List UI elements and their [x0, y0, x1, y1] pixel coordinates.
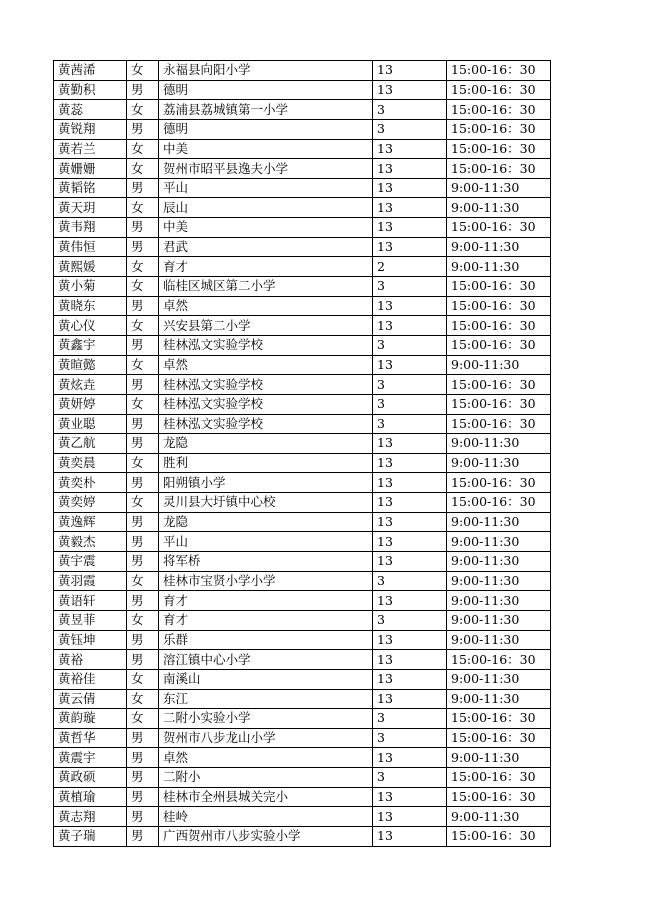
grade-cell: 13 [373, 787, 447, 807]
student-name-cell: 黄熙媛 [54, 257, 127, 277]
time-slot-cell: 15:00-16：30 [447, 61, 551, 81]
time-slot-cell: 9:00-11:30 [447, 434, 551, 454]
grade-cell: 13 [373, 296, 447, 316]
school-cell: 临桂区城区第二小学 [159, 277, 373, 297]
table-row [54, 159, 551, 179]
student-name-cell: 黄奕婷 [54, 493, 127, 513]
gender-cell: 女 [127, 139, 159, 159]
table-row [54, 394, 551, 414]
time-slot-cell: 15:00-16：30 [447, 709, 551, 729]
grade-cell: 13 [373, 650, 447, 670]
school-cell: 德明 [159, 80, 373, 100]
table-row [54, 375, 551, 395]
school-cell: 龙隐 [159, 512, 373, 532]
grade-cell: 13 [373, 434, 447, 454]
grade-cell: 13 [373, 61, 447, 81]
gender-cell: 女 [127, 100, 159, 120]
school-cell: 龙隐 [159, 434, 373, 454]
table-row [54, 237, 551, 257]
time-slot-cell: 15:00-16：30 [447, 493, 551, 513]
grade-cell: 13 [373, 198, 447, 218]
school-cell: 溶江镇中心小学 [159, 650, 373, 670]
table-row [54, 198, 551, 218]
school-cell: 桂林泓文实验学校 [159, 394, 373, 414]
student-name-cell: 黄茜浠 [54, 61, 127, 81]
time-slot-cell: 15:00-16：30 [447, 414, 551, 434]
grade-cell: 13 [373, 355, 447, 375]
time-slot-cell: 15:00-16：30 [447, 139, 551, 159]
table-row [54, 355, 551, 375]
table-row [54, 630, 551, 650]
grade-cell: 13 [373, 316, 447, 336]
grade-cell: 13 [373, 159, 447, 179]
time-slot-cell: 15:00-16：30 [447, 787, 551, 807]
student-name-cell: 黄妍婷 [54, 394, 127, 414]
student-name-cell: 黄云倩 [54, 689, 127, 709]
gender-cell: 男 [127, 335, 159, 355]
grade-cell: 13 [373, 80, 447, 100]
grade-cell: 3 [373, 119, 447, 139]
student-name-cell: 黄心仪 [54, 316, 127, 336]
time-slot-cell: 9:00-11:30 [447, 237, 551, 257]
school-cell: 桂林泓文实验学校 [159, 335, 373, 355]
table-row [54, 552, 551, 572]
grade-cell: 13 [373, 669, 447, 689]
school-cell: 德明 [159, 119, 373, 139]
time-slot-cell: 9:00-11:30 [447, 630, 551, 650]
time-slot-cell: 15:00-16：30 [447, 394, 551, 414]
grade-cell: 13 [373, 237, 447, 257]
gender-cell: 男 [127, 826, 159, 846]
student-name-cell: 黄锐翔 [54, 119, 127, 139]
grade-cell: 3 [373, 277, 447, 297]
grade-cell: 13 [373, 807, 447, 827]
time-slot-cell: 15:00-16：30 [447, 316, 551, 336]
student-name-cell: 黄晓东 [54, 296, 127, 316]
table-row [54, 178, 551, 198]
school-cell: 卓然 [159, 355, 373, 375]
time-slot-cell: 9:00-11:30 [447, 552, 551, 572]
school-cell: 辰山 [159, 198, 373, 218]
grade-cell: 3 [373, 610, 447, 630]
school-cell: 平山 [159, 178, 373, 198]
time-slot-cell: 15:00-16：30 [447, 768, 551, 788]
time-slot-cell: 15:00-16：30 [447, 650, 551, 670]
table-row [54, 316, 551, 336]
table-row [54, 650, 551, 670]
school-cell: 南溪山 [159, 669, 373, 689]
student-name-cell: 黄子瑞 [54, 826, 127, 846]
student-name-cell: 黄勤积 [54, 80, 127, 100]
table-row [54, 807, 551, 827]
gender-cell: 男 [127, 552, 159, 572]
table-row [54, 532, 551, 552]
time-slot-cell: 9:00-11:30 [447, 807, 551, 827]
grade-cell: 13 [373, 473, 447, 493]
school-cell: 育才 [159, 591, 373, 611]
table-row [54, 218, 551, 238]
table-row [54, 257, 551, 277]
time-slot-cell: 15:00-16：30 [447, 728, 551, 748]
gender-cell: 男 [127, 80, 159, 100]
student-name-cell: 黄暄懿 [54, 355, 127, 375]
table-row [54, 591, 551, 611]
gender-cell: 女 [127, 257, 159, 277]
time-slot-cell: 9:00-11:30 [447, 610, 551, 630]
table-row [54, 728, 551, 748]
time-slot-cell: 9:00-11:30 [447, 453, 551, 473]
school-cell: 灵川县大圩镇中心校 [159, 493, 373, 513]
student-name-cell: 黄昱菲 [54, 610, 127, 630]
time-slot-cell: 15:00-16：30 [447, 277, 551, 297]
grade-cell: 3 [373, 768, 447, 788]
time-slot-cell: 9:00-11:30 [447, 512, 551, 532]
table-row [54, 689, 551, 709]
gender-cell: 女 [127, 689, 159, 709]
time-slot-cell: 9:00-11:30 [447, 178, 551, 198]
student-name-cell: 黄韵璇 [54, 709, 127, 729]
grade-cell: 3 [373, 414, 447, 434]
school-cell: 桂林泓文实验学校 [159, 375, 373, 395]
time-slot-cell: 15:00-16：30 [447, 80, 551, 100]
student-name-cell: 黄植瑜 [54, 787, 127, 807]
time-slot-cell: 9:00-11:30 [447, 257, 551, 277]
school-cell: 荔浦县荔城镇第一小学 [159, 100, 373, 120]
student-name-cell: 黄震宇 [54, 748, 127, 768]
school-cell: 卓然 [159, 296, 373, 316]
gender-cell: 男 [127, 630, 159, 650]
gender-cell: 男 [127, 768, 159, 788]
gender-cell: 女 [127, 394, 159, 414]
table-row [54, 473, 551, 493]
student-name-cell: 黄韦翔 [54, 218, 127, 238]
student-name-cell: 黄裕 [54, 650, 127, 670]
time-slot-cell: 9:00-11:30 [447, 748, 551, 768]
school-cell: 阳朔镇小学 [159, 473, 373, 493]
grade-cell: 3 [373, 100, 447, 120]
gender-cell: 女 [127, 277, 159, 297]
grade-cell: 13 [373, 591, 447, 611]
gender-cell: 女 [127, 493, 159, 513]
student-name-cell: 黄逸辉 [54, 512, 127, 532]
gender-cell: 女 [127, 453, 159, 473]
time-slot-cell: 15:00-16：30 [447, 335, 551, 355]
school-cell: 桂林市全州县城关完小 [159, 787, 373, 807]
table-row [54, 826, 551, 846]
table-row [54, 709, 551, 729]
student-name-cell: 黄姗姗 [54, 159, 127, 179]
student-name-cell: 黄炫垚 [54, 375, 127, 395]
student-name-cell: 黄韬铭 [54, 178, 127, 198]
gender-cell: 男 [127, 591, 159, 611]
table-row [54, 414, 551, 434]
student-name-cell: 黄志翔 [54, 807, 127, 827]
time-slot-cell: 15:00-16：30 [447, 375, 551, 395]
student-name-cell: 黄羽霞 [54, 571, 127, 591]
school-cell: 乐群 [159, 630, 373, 650]
registration-table [53, 60, 551, 847]
grade-cell: 13 [373, 493, 447, 513]
time-slot-cell: 15:00-16：30 [447, 218, 551, 238]
gender-cell: 男 [127, 119, 159, 139]
table-row [54, 768, 551, 788]
school-cell: 东江 [159, 689, 373, 709]
grade-cell: 13 [373, 630, 447, 650]
student-name-cell: 黄天玥 [54, 198, 127, 218]
student-name-cell: 黄蕊 [54, 100, 127, 120]
table-row [54, 100, 551, 120]
gender-cell: 男 [127, 237, 159, 257]
grade-cell: 3 [373, 709, 447, 729]
school-cell: 兴安县第二小学 [159, 316, 373, 336]
grade-cell: 3 [373, 394, 447, 414]
gender-cell: 女 [127, 159, 159, 179]
grade-cell: 2 [373, 257, 447, 277]
table-row [54, 139, 551, 159]
table-row [54, 610, 551, 630]
grade-cell: 13 [373, 552, 447, 572]
table-row [54, 453, 551, 473]
grade-cell: 13 [373, 139, 447, 159]
gender-cell: 男 [127, 375, 159, 395]
gender-cell: 女 [127, 610, 159, 630]
school-cell: 育才 [159, 257, 373, 277]
student-name-cell: 黄业聪 [54, 414, 127, 434]
school-cell: 桂林市宝贤小学小学 [159, 571, 373, 591]
student-name-cell: 黄钰坤 [54, 630, 127, 650]
gender-cell: 女 [127, 198, 159, 218]
school-cell: 中美 [159, 218, 373, 238]
student-name-cell: 黄哲华 [54, 728, 127, 748]
gender-cell: 女 [127, 571, 159, 591]
time-slot-cell: 9:00-11:30 [447, 198, 551, 218]
school-cell: 育才 [159, 610, 373, 630]
gender-cell: 女 [127, 316, 159, 336]
table-row [54, 119, 551, 139]
gender-cell: 男 [127, 807, 159, 827]
school-cell: 永福县向阳小学 [159, 61, 373, 81]
table-row [54, 571, 551, 591]
school-cell: 卓然 [159, 748, 373, 768]
student-name-cell: 黄小菊 [54, 277, 127, 297]
grade-cell: 3 [373, 571, 447, 591]
school-cell: 桂林泓文实验学校 [159, 414, 373, 434]
student-name-cell: 黄政硕 [54, 768, 127, 788]
table-row [54, 787, 551, 807]
gender-cell: 男 [127, 218, 159, 238]
table-row [54, 335, 551, 355]
grade-cell: 13 [373, 748, 447, 768]
gender-cell: 男 [127, 650, 159, 670]
grade-cell: 3 [373, 728, 447, 748]
student-name-cell: 黄乙航 [54, 434, 127, 454]
time-slot-cell: 15:00-16：30 [447, 826, 551, 846]
student-name-cell: 黄裕佳 [54, 669, 127, 689]
table-row [54, 512, 551, 532]
student-name-cell: 黄语轩 [54, 591, 127, 611]
gender-cell: 男 [127, 473, 159, 493]
grade-cell: 13 [373, 532, 447, 552]
time-slot-cell: 9:00-11:30 [447, 355, 551, 375]
school-cell: 中美 [159, 139, 373, 159]
student-name-cell: 黄鑫宇 [54, 335, 127, 355]
student-name-cell: 黄奕晨 [54, 453, 127, 473]
student-name-cell: 黄伟恒 [54, 237, 127, 257]
student-name-cell: 黄毅杰 [54, 532, 127, 552]
gender-cell: 女 [127, 709, 159, 729]
gender-cell: 女 [127, 61, 159, 81]
grade-cell: 13 [373, 453, 447, 473]
gender-cell: 男 [127, 728, 159, 748]
table-row [54, 296, 551, 316]
school-cell: 二附小 [159, 768, 373, 788]
grade-cell: 3 [373, 335, 447, 355]
time-slot-cell: 9:00-11:30 [447, 689, 551, 709]
gender-cell: 男 [127, 414, 159, 434]
table-row [54, 61, 551, 81]
grade-cell: 13 [373, 689, 447, 709]
school-cell: 胜利 [159, 453, 373, 473]
gender-cell: 男 [127, 512, 159, 532]
time-slot-cell: 15:00-16：30 [447, 473, 551, 493]
grade-cell: 13 [373, 218, 447, 238]
gender-cell: 男 [127, 787, 159, 807]
grade-cell: 13 [373, 512, 447, 532]
table-row [54, 748, 551, 768]
table-row [54, 669, 551, 689]
student-name-cell: 黄若兰 [54, 139, 127, 159]
school-cell: 桂岭 [159, 807, 373, 827]
table-row [54, 277, 551, 297]
time-slot-cell: 9:00-11:30 [447, 591, 551, 611]
school-cell: 将军桥 [159, 552, 373, 572]
gender-cell: 男 [127, 748, 159, 768]
school-cell: 平山 [159, 532, 373, 552]
grade-cell: 13 [373, 178, 447, 198]
time-slot-cell: 15:00-16：30 [447, 100, 551, 120]
table-row [54, 493, 551, 513]
gender-cell: 男 [127, 296, 159, 316]
gender-cell: 男 [127, 532, 159, 552]
table-body [54, 61, 551, 847]
gender-cell: 男 [127, 434, 159, 454]
gender-cell: 男 [127, 178, 159, 198]
school-cell: 二附小实验小学 [159, 709, 373, 729]
time-slot-cell: 15:00-16：30 [447, 119, 551, 139]
time-slot-cell: 9:00-11:30 [447, 669, 551, 689]
gender-cell: 女 [127, 355, 159, 375]
school-cell: 贺州市昭平县逸夫小学 [159, 159, 373, 179]
student-name-cell: 黄宇震 [54, 552, 127, 572]
student-name-cell: 黄奕朴 [54, 473, 127, 493]
table-row [54, 434, 551, 454]
school-cell: 君武 [159, 237, 373, 257]
grade-cell: 13 [373, 826, 447, 846]
gender-cell: 女 [127, 669, 159, 689]
school-cell: 贺州市八步龙山小学 [159, 728, 373, 748]
time-slot-cell: 9:00-11:30 [447, 571, 551, 591]
table-row [54, 80, 551, 100]
time-slot-cell: 15:00-16：30 [447, 159, 551, 179]
time-slot-cell: 9:00-11:30 [447, 532, 551, 552]
school-cell: 广西贺州市八步实验小学 [159, 826, 373, 846]
time-slot-cell: 15:00-16：30 [447, 296, 551, 316]
grade-cell: 3 [373, 375, 447, 395]
